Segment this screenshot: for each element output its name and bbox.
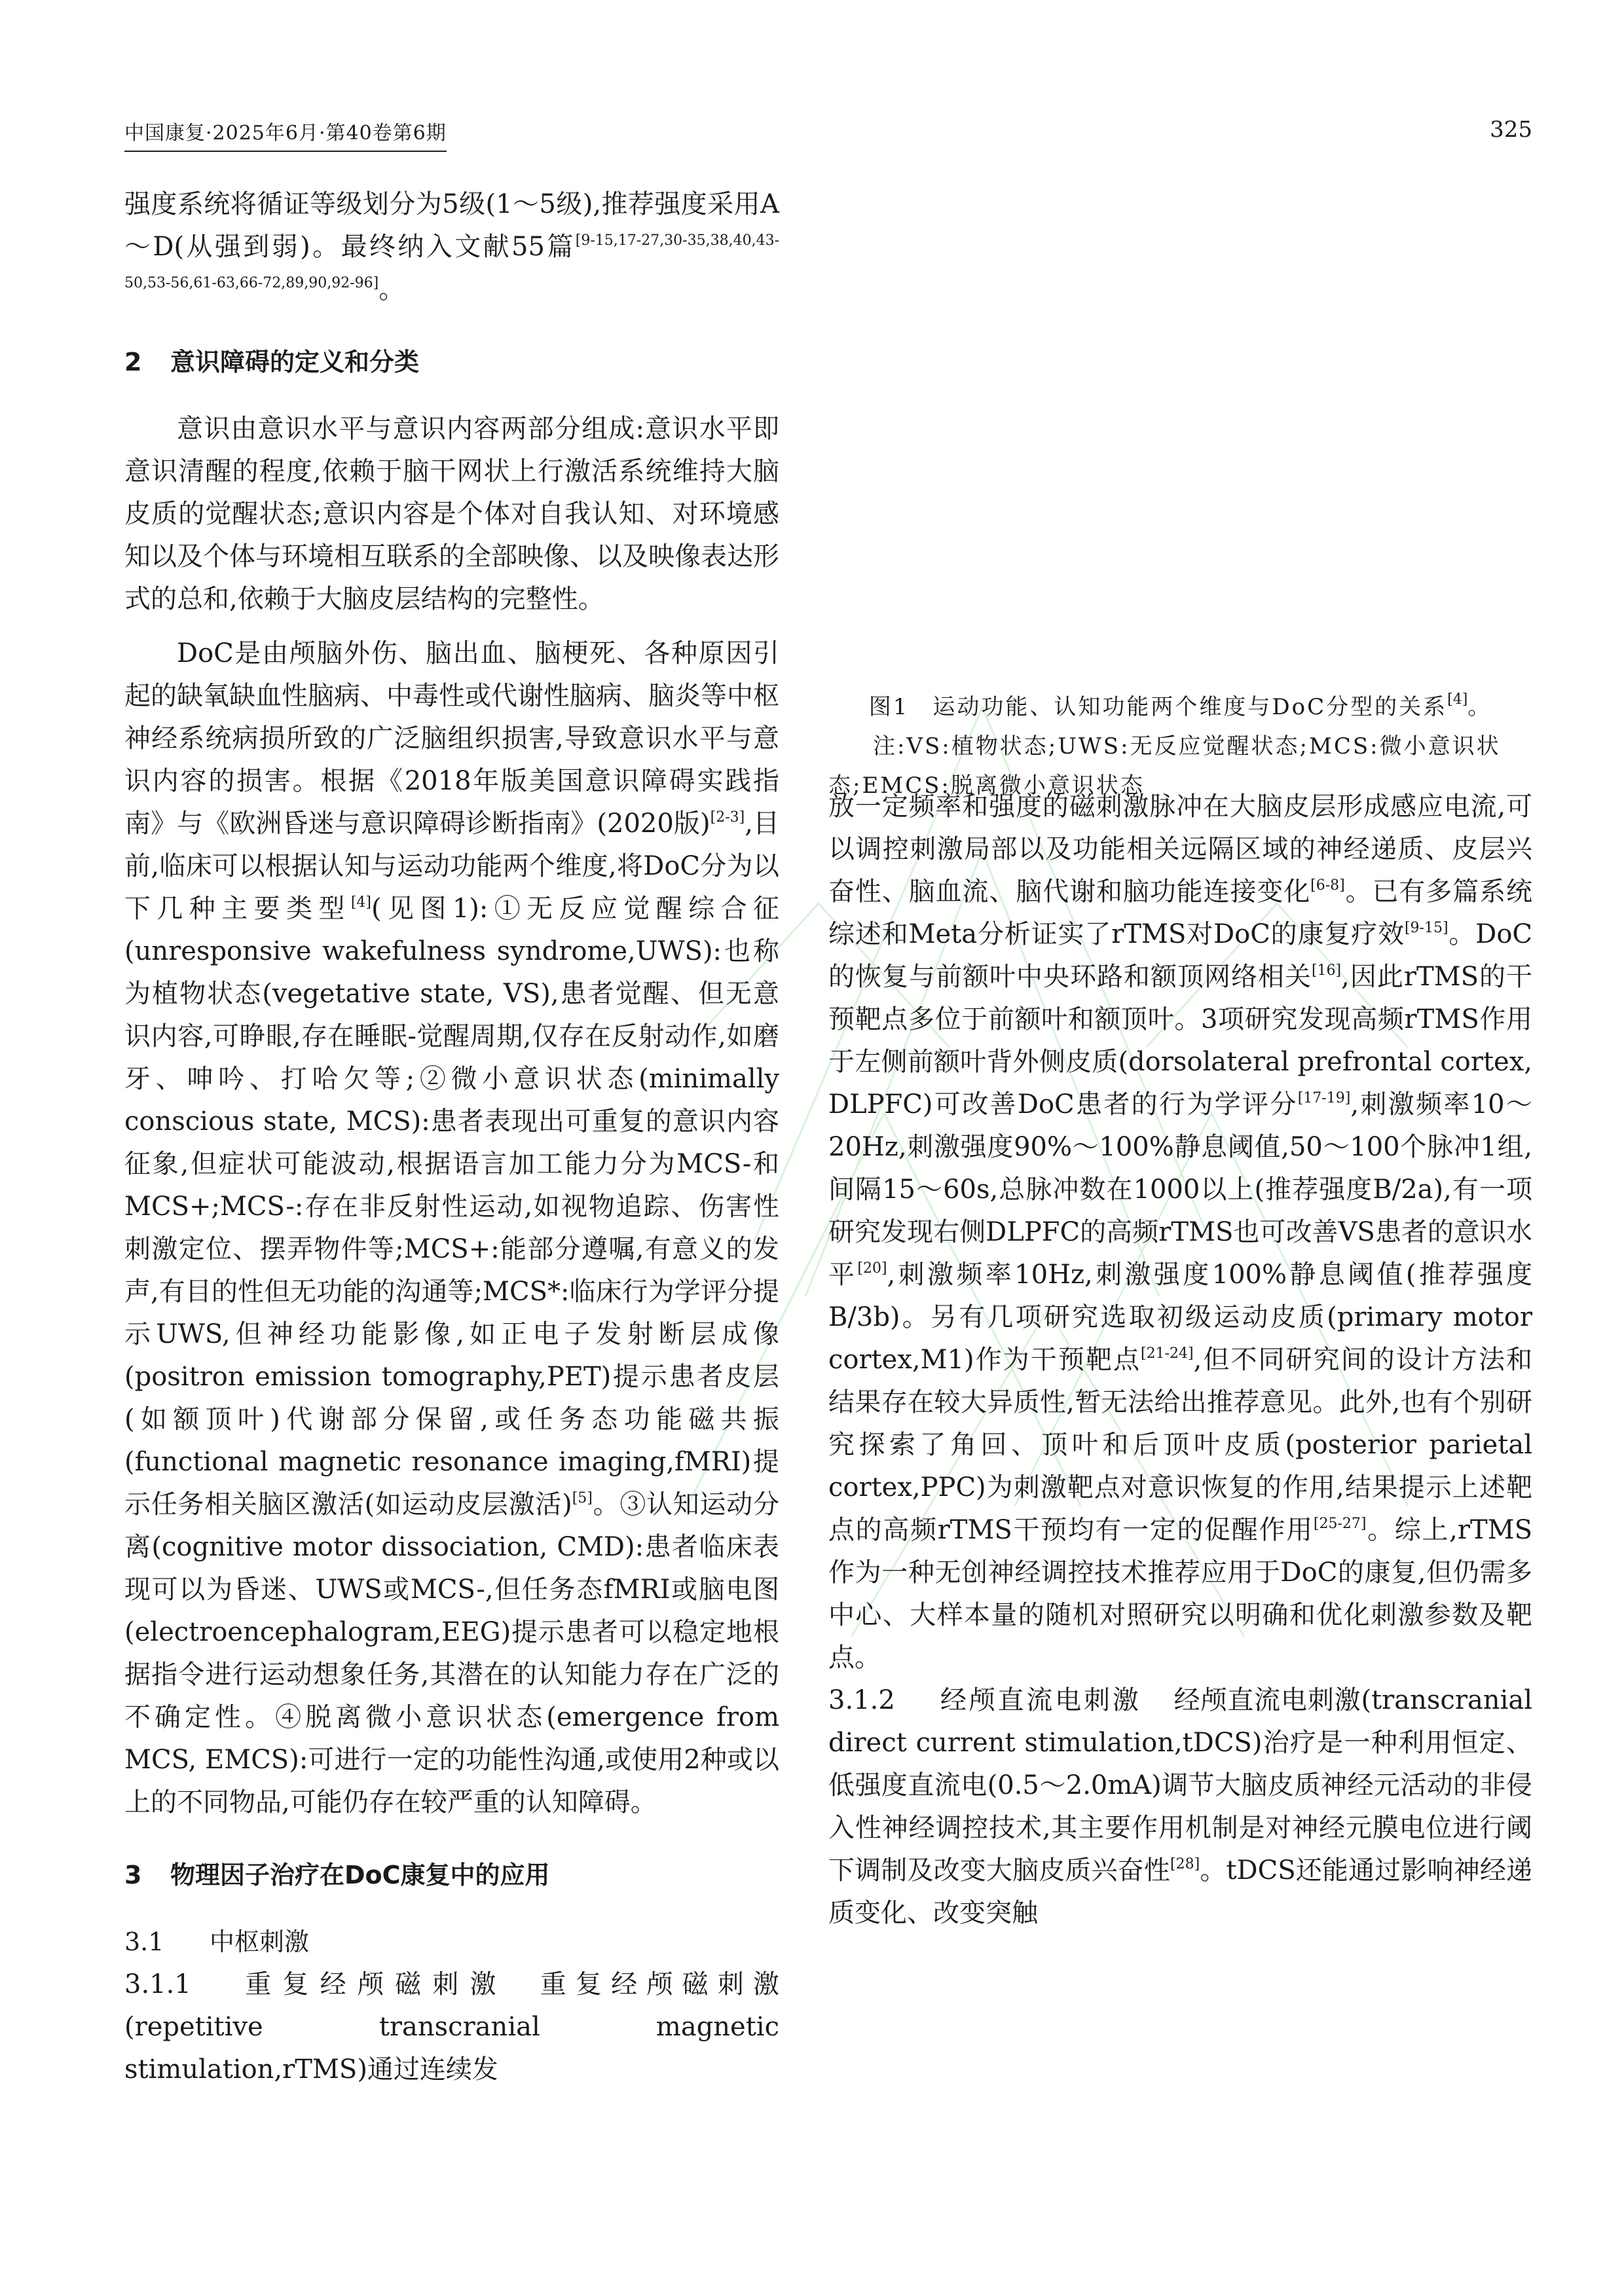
subsection-number: 3.1.1 [124, 1969, 191, 1999]
figure-note: 注:VS:植物状态;UWS:无反应觉醒状态;MCS:微小意识状态;EMCS:脱离微小意识状态 [828, 733, 1501, 799]
citation[interactable]: [9-15] [1404, 920, 1449, 936]
section-heading-3 [124, 1855, 779, 1895]
paragraph-doc-classification [124, 632, 779, 1824]
intro-text: 强度系统将循证等级划分为5级(1～5级),推荐强度采用A～D(从强到弱)。最终纳入文献55篇 [124, 189, 779, 262]
text: ,因此rTMS的干预靶点多位于前额叶和额顶叶。3项研究发现高频rTMS作用于左侧前额叶背外侧皮质(dorsolateral prefrontal cortex, DLPFC)可改善DoC患者的行为学评分 [828, 962, 1533, 1120]
left-column [124, 183, 779, 2091]
subsection-number: 3.1 [124, 1927, 164, 1956]
citation[interactable]: [25-27] [1313, 1516, 1367, 1532]
subsection-3-1-1 [124, 1963, 779, 2091]
section-heading-2 [124, 342, 779, 382]
journal-info: 中国康复·2025年6月·第40卷第6期 [124, 117, 447, 152]
text: 。③认知运动分离(cognitive motor dissociation, CMD):患者临床表现可以为昏迷、UWS或MCS-,但任务态fMRI或脑电图(electroencephalogram,EEG)提示患者可以稳定地根据指令进行运动想象任务,其潜在的认知能力存在广泛的不确定性。④脱离微小意识状态(emergence from MCS, EMCS):可进行一定的功能性沟通,或使用2种或以上的不同物品,可能仍存在较严重的认知障碍。 [124, 1489, 779, 1817]
citation[interactable]: [28] [1170, 1856, 1200, 1872]
citation[interactable]: [5] [572, 1490, 593, 1506]
intro-paragraph [124, 183, 779, 311]
caption-period: 。 [1467, 694, 1492, 720]
text: 。已有多篇系统综述和Meta分析证实了rTMS对DoC的康复疗效 [828, 877, 1533, 949]
paragraph-consciousness-definition: 意识由意识水平与意识内容两部分组成:意识水平即意识清醒的程度,依赖于脑干网状上行激活系统维持大脑皮质的觉醒状态;意识内容是个体对自我认知、对环境感知以及个体与环境相互联系的全部映像、以及映像表达形式的总和,依赖于大脑皮层结构的完整性。 [124, 414, 779, 614]
citation[interactable]: [6-8] [1310, 877, 1345, 894]
text: 。综上,rTMS作为一种无创神经调控技术推荐应用于DoC的康复,但仍需多中心、大样本量的随机对照研究以明确和优化刺激参数及靶点。 [828, 1515, 1532, 1673]
text: 重复经颅磁刺激(repetitive transcranial magnetic stimulation,rTMS)通过连续发 [124, 1969, 780, 2085]
citation[interactable]: [17-19] [1297, 1090, 1351, 1106]
text: ,但不同研究间的设计方法和结果存在较大异质性,暂无法给出推荐意见。此外,也有个别研究探索了角回、顶叶和后顶叶皮质(posterior parietal cortex,PPC)为刺激靶点对意识恢复的作用,结果提示上述靶点的高频rTMS干预均有一定的促醒作用 [828, 1345, 1533, 1545]
citation[interactable]: [2-3] [710, 809, 745, 826]
section-number: 2 [124, 348, 142, 376]
citation[interactable]: [4] [1447, 691, 1468, 708]
subsection-title: 经颅直流电刺激 [940, 1685, 1141, 1715]
running-header [124, 117, 1532, 149]
text: 经颅直流电刺激(transcranial direct current stimulation,tDCS)治疗是一种利用恒定、低强度直流电(0.5～2.0mA)调节大脑皮质神经元活动的非侵入性神经调控技术,其主要作用机制是对神经元膜电位进行阈下调制及改变大脑皮质兴奋性 [828, 1685, 1533, 1886]
text: 放一定频率和强度的磁刺激脉冲在大脑皮层形成感应电流,可以调控刺激局部以及功能相关远隔区域的神经递质、皮层兴奋性、脑血流、脑代谢和脑功能连接变化 [828, 792, 1532, 907]
paragraph-rtms [828, 786, 1532, 1679]
subsection-heading-3-1 [124, 1921, 779, 1963]
section-title: 物理因子治疗在DoC康复中的应用 [170, 1861, 550, 1889]
intro-end: 。 [378, 274, 405, 304]
figure-1-image [828, 183, 1532, 668]
text: (见图1):①无反应觉醒综合征(unresponsive wakefulness syndrome,UWS):也称为植物状态(vegetative state, VS),患者觉醒、但无意识内容,可睁眼,存在睡眠-觉醒周期,仅存在反射动作,如磨牙、呻吟、打哈欠等;②微小意识状态(minimally conscious state, MCS):患者表现出可重复的意识内容征象,但症状可能波动,根据语言加工能力分为MCS-和MCS+;MCS-:存在非反射性运动,如视物追踪、伤害性刺激定位、摆弄物件等;MCS+:能部分遵嘱,有意义的发声,有目的性但无功能的沟通等;MCS*:临床行为学评分提示UWS,但神经功能影像,如正电子发射断层成像(positron emission tomography,PET)提示患者皮层(如额顶叶)代谢部分保留,或任务态功能磁共振(functional magnetic resonance imaging,fMRI)提示任务相关脑区激活(如运动皮层激活) [124, 894, 780, 1520]
right-column [828, 786, 1532, 1935]
text: ,刺激频率10～20Hz,刺激强度90%～100%静息阈值,50～100个脉冲1组,间隔15～60s,总脉冲数在1000以上(推荐强度B/2a),有一项研究发现右侧DLPFC的高频rTMS也可改善VS患者的意识水平 [828, 1089, 1532, 1290]
text: 。tDCS还能通过影响神经递质变化、改变突触 [828, 1855, 1533, 1928]
text: DoC是由颅脑外伤、脑出血、脑梗死、各种原因引起的缺氧缺血性脑病、中毒性或代谢性脑病、脑炎等中枢神经系统病损所致的广泛脑组织损害,导致意识水平与意识内容的损害。根据《2018年版美国意识障碍实践指南》与《欧洲昏迷与意识障碍诊断指南》(2020版) [124, 638, 779, 839]
citation[interactable]: [16] [1311, 962, 1342, 979]
citation[interactable]: [4] [350, 894, 372, 911]
subsection-3-1-2 [828, 1679, 1532, 1935]
section-number: 3 [124, 1861, 142, 1889]
citation[interactable]: [9-15,17-27,30-35,38,40,43-50,53-56,61-63,66-72,89,90,92-96] [124, 232, 779, 291]
subsection-number: 3.1.2 [828, 1685, 895, 1715]
figure-caption-text: 运动功能、认知功能两个维度与DoC分型的关系 [932, 694, 1448, 720]
section-title: 意识障碍的定义和分类 [170, 348, 420, 376]
citation[interactable]: [20] [857, 1260, 887, 1277]
subsection-title: 中枢刺激 [210, 1927, 310, 1956]
figure-label: 图1 [868, 694, 910, 720]
figure-title [828, 687, 1532, 727]
text: ,刺激频率10Hz,刺激强度100%静息阈值(推荐强度B/3b)。另有几项研究选取初级运动皮质(primary motor cortex,M1)作为干预靶点 [828, 1260, 1533, 1375]
text: 。DoC的恢复与前额叶中央环路和额顶网络相关 [828, 919, 1533, 992]
page-number: 325 [1490, 117, 1532, 143]
subsection-title: 重复经颅磁刺激 [236, 1969, 507, 1999]
citation[interactable]: [21-24] [1141, 1345, 1194, 1362]
text: ,目前,临床可以根据认知与运动功能两个维度,将DoC分为以下几种主要类型 [124, 809, 779, 924]
